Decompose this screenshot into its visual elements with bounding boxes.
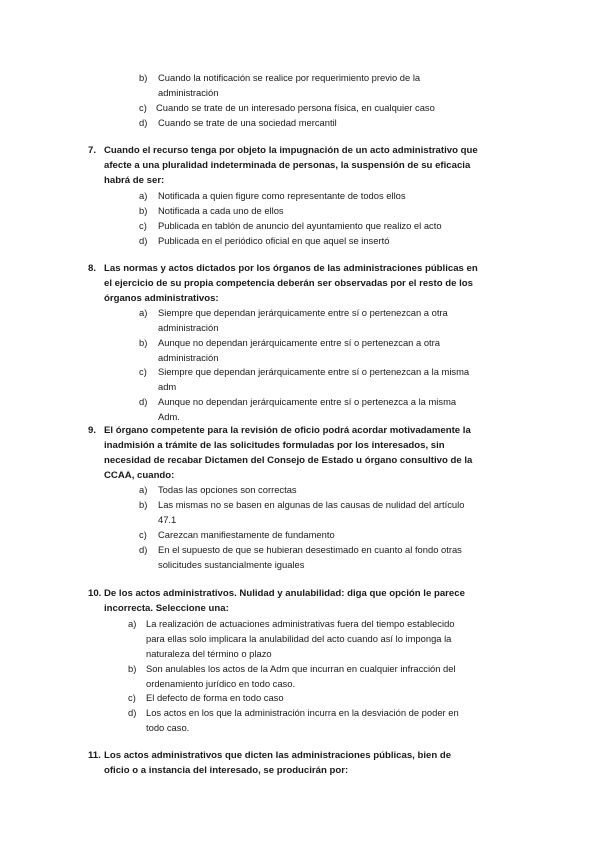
- option-letter: b): [139, 205, 148, 216]
- option-text: Siempre que dependan jerárquicamente entre sí o pertenezcan a otra: [158, 307, 448, 318]
- question-number: 11.: [88, 750, 101, 761]
- option-text: En el supuesto de que se hubieran desestimado en cuanto al fondo otras: [158, 544, 462, 555]
- option-text: administración: [158, 352, 219, 363]
- question-text: Los actos administrativos que dicten las administraciones públicas, bien de: [104, 750, 452, 761]
- option-letter: d): [139, 544, 148, 555]
- option-text: Publicada en tablón de anuncio del ayuntamiento que realizo el acto: [158, 220, 442, 231]
- option-text: adm: [158, 381, 177, 392]
- option-text: Todas las opciones son correctas: [158, 484, 297, 495]
- option-text: solicitudes sustancialmente iguales: [158, 559, 305, 570]
- question-text: incorrecta. Seleccione una:: [104, 603, 229, 614]
- question-text: De los actos administrativos. Nulidad y anulabilidad: diga que opción le parece: [104, 588, 465, 599]
- option-letter: b): [139, 337, 148, 348]
- question-text: afecte a una pluralidad indeterminada de personas, la suspensión de su eficacia: [104, 160, 471, 171]
- option-letter: c): [139, 366, 147, 377]
- option-letter: b): [128, 663, 137, 674]
- option-text: todo caso.: [146, 722, 190, 733]
- question-number: 7.: [88, 145, 97, 156]
- option-letter: c): [139, 529, 147, 540]
- option-text: Cuando se trate de una sociedad mercantil: [158, 117, 337, 128]
- question-text: El órgano competente para la revisión de oficio podrá acordar motivadamente la: [104, 425, 471, 436]
- question-text: Las normas y actos dictados por los órganos de las administraciones públicas en: [104, 263, 478, 274]
- option-letter: a): [139, 190, 148, 201]
- question-number: 10.: [88, 588, 102, 599]
- option-text: Publicada en el periódico oficial en que aquel se insertó: [158, 235, 390, 246]
- option-text: La realización de actuaciones administrativas fuera del tiempo establecido: [146, 618, 455, 629]
- option-text: naturaleza del término o plazo: [146, 648, 272, 659]
- question-text: habrá de ser:: [104, 175, 165, 186]
- option-text: Las mismas no se basen en algunas de las causas de nulidad del artículo: [158, 499, 465, 510]
- option-text: administración: [158, 87, 219, 98]
- option-text: Siempre que dependan jerárquicamente entre sí o pertenezcan a la misma: [158, 366, 470, 377]
- option-letter: b): [139, 499, 148, 510]
- option-letter: d): [139, 396, 148, 407]
- option-letter: d): [128, 707, 137, 718]
- option-text: 47.1: [158, 514, 177, 525]
- question-number: 8.: [88, 263, 97, 274]
- option-letter: c): [128, 692, 136, 703]
- question-text: inadmisión a trámite de las solicitudes formuladas por los interesados, sin: [104, 440, 445, 451]
- option-text: El defecto de forma en todo caso: [146, 692, 284, 703]
- option-text: Aunque no dependan jerárquicamente entre sí o pertenezca a la misma: [158, 396, 457, 407]
- option-letter: d): [139, 117, 148, 128]
- option-text: Carezcan manifiestamente de fundamento: [158, 529, 335, 540]
- question-text: CCAA, cuando:: [104, 470, 175, 481]
- option-text: Los actos en los que la administración incurra en la desviación de poder en: [146, 707, 459, 718]
- option-text: para ellas solo implicara la anulabilidad del acto cuando así lo imponga la: [146, 633, 452, 644]
- option-text: Adm.: [158, 411, 180, 422]
- question-text: órganos administrativos:: [104, 293, 219, 304]
- option-letter: d): [139, 235, 148, 246]
- option-text: Notificada a quien figure como representante de todos ellos: [158, 190, 406, 201]
- option-letter: b): [139, 72, 148, 83]
- option-text: Notificada a cada uno de ellos: [158, 205, 284, 216]
- question-number: 9.: [88, 425, 97, 436]
- option-text: Aunque no dependan jerárquicamente entre sí o pertenezcan a otra: [158, 337, 440, 348]
- option-letter: a): [128, 618, 137, 629]
- option-letter: c): [139, 102, 147, 113]
- option-letter: a): [139, 484, 148, 495]
- option-text: ordenamiento jurídico en todo caso.: [146, 678, 296, 689]
- option-text: Cuando la notificación se realice por requerimiento previo de la: [158, 72, 421, 83]
- option-text: Cuando se trate de un interesado persona física, en cualquier caso: [156, 102, 435, 113]
- option-letter: a): [139, 307, 148, 318]
- question-text: oficio o a instancia del interesado, se producirán por:: [104, 765, 349, 776]
- option-letter: c): [139, 220, 147, 231]
- question-text: Cuando el recurso tenga por objeto la impugnación de un acto administrativo que: [104, 145, 478, 156]
- question-text: el ejercicio de su propia competencia deberán ser observadas por el resto de los: [104, 278, 473, 289]
- option-text: Son anulables los actos de la Adm que incurran en cualquier infracción del: [146, 663, 456, 674]
- question-text: necesidad de recabar Dictamen del Consejo de Estado u órgano consultivo de la: [104, 455, 473, 466]
- option-text: administración: [158, 322, 219, 333]
